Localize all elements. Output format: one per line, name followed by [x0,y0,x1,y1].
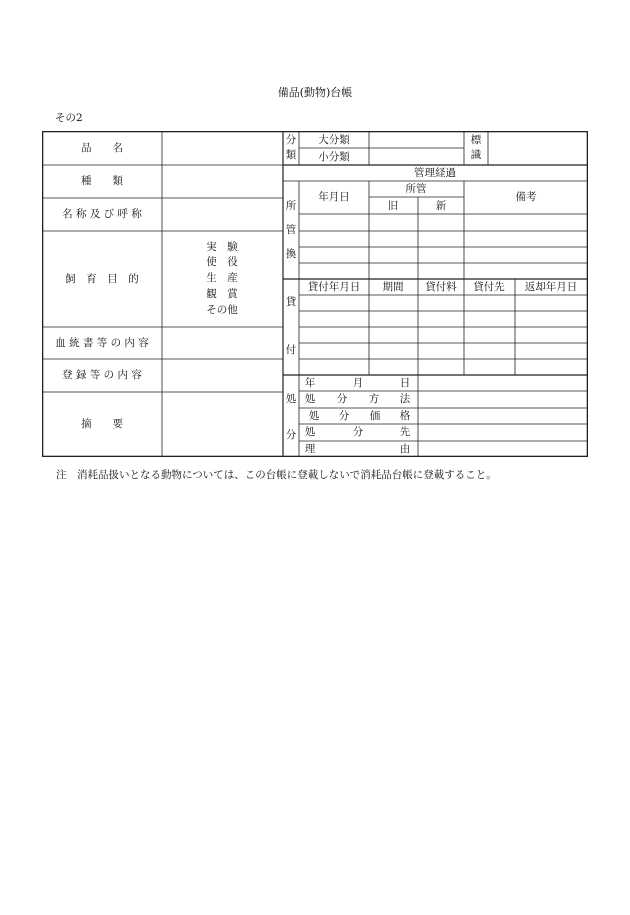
shokan-char: 換 [285,248,297,260]
loan-column-header: 貸付料 [425,281,457,293]
purpose-option: 使 役 [206,256,238,268]
purpose-option: 実 験 [206,241,238,253]
bunrui-char: 類 [285,149,297,161]
disposal-dest-char: 分 [352,426,364,438]
loan-char: 付 [285,344,297,356]
bunrui-char: 分 [285,134,297,146]
name-call-label: 名 称 及 び 呼 称 [62,208,142,220]
purpose-label: 飼 育 目 的 [65,273,139,285]
disposal-reason-char: 由 [399,443,411,455]
date-header: 年月日 [318,191,350,203]
loan-column-header: 期間 [382,281,404,293]
old-header: 旧 [387,200,399,212]
purpose-option: 生 産 [206,272,238,284]
disposal-price-char: 分 [338,410,350,422]
minor-class-label: 小分類 [318,151,350,163]
disposal-price-char: 処 [308,410,320,422]
disposal-dest-char: 先 [399,426,411,438]
major-class-label: 大分類 [318,134,350,146]
disposal-dest-char: 処 [304,426,316,438]
summary-label: 摘 要 [81,418,123,430]
disposal-date-char: 月 [352,377,364,389]
disposal-method-char: 処 [304,393,316,405]
shokan-char: 管 [285,224,297,236]
shokan-char: 所 [285,200,297,212]
disposal-price-char: 価 [369,410,381,422]
purpose-option: 観 賞 [206,288,238,300]
new-header: 新 [435,200,447,212]
loan-column-header: 返却年月日 [524,281,578,293]
hyoshiki-char: 標 [470,134,482,146]
pedigree-label: 血 統 書 等 の 内 容 [55,337,149,349]
disposal-char: 処 [285,393,297,405]
ledger-form [42,131,588,457]
purpose-option: その他 [206,304,238,316]
loan-char: 貸 [285,296,297,308]
document-subtitle: その2 [55,112,83,124]
disposal-method-char: 分 [336,393,348,405]
management-header: 管理経過 [414,167,456,179]
registration-label: 登 録 等 の 内 容 [62,369,142,381]
document-title: 備品(動物)台帳 [277,86,353,99]
disposal-method-char: 方 [368,393,380,405]
disposal-char: 分 [285,429,297,441]
loan-column-header: 貸付年月日 [307,281,361,293]
item-name-label: 品 名 [81,142,123,154]
disposal-price-char: 格 [399,410,411,422]
hyoshiki-char: 識 [470,149,482,161]
disposal-reason-char: 理 [304,443,316,455]
disposal-method-char: 法 [399,393,411,405]
charge-header: 所管 [405,183,427,195]
form-grid [42,131,588,457]
disposal-date-char: 日 [399,377,411,389]
remarks-header: 備考 [515,191,537,203]
loan-column-header: 貸付先 [473,281,505,293]
disposal-date-char: 年 [304,377,316,389]
kind-label: 種 類 [81,175,123,187]
footnote: 注 消耗品扱いとなる動物については、この台帳に登載しないで消耗品台帳に登載すること。 [56,469,497,481]
